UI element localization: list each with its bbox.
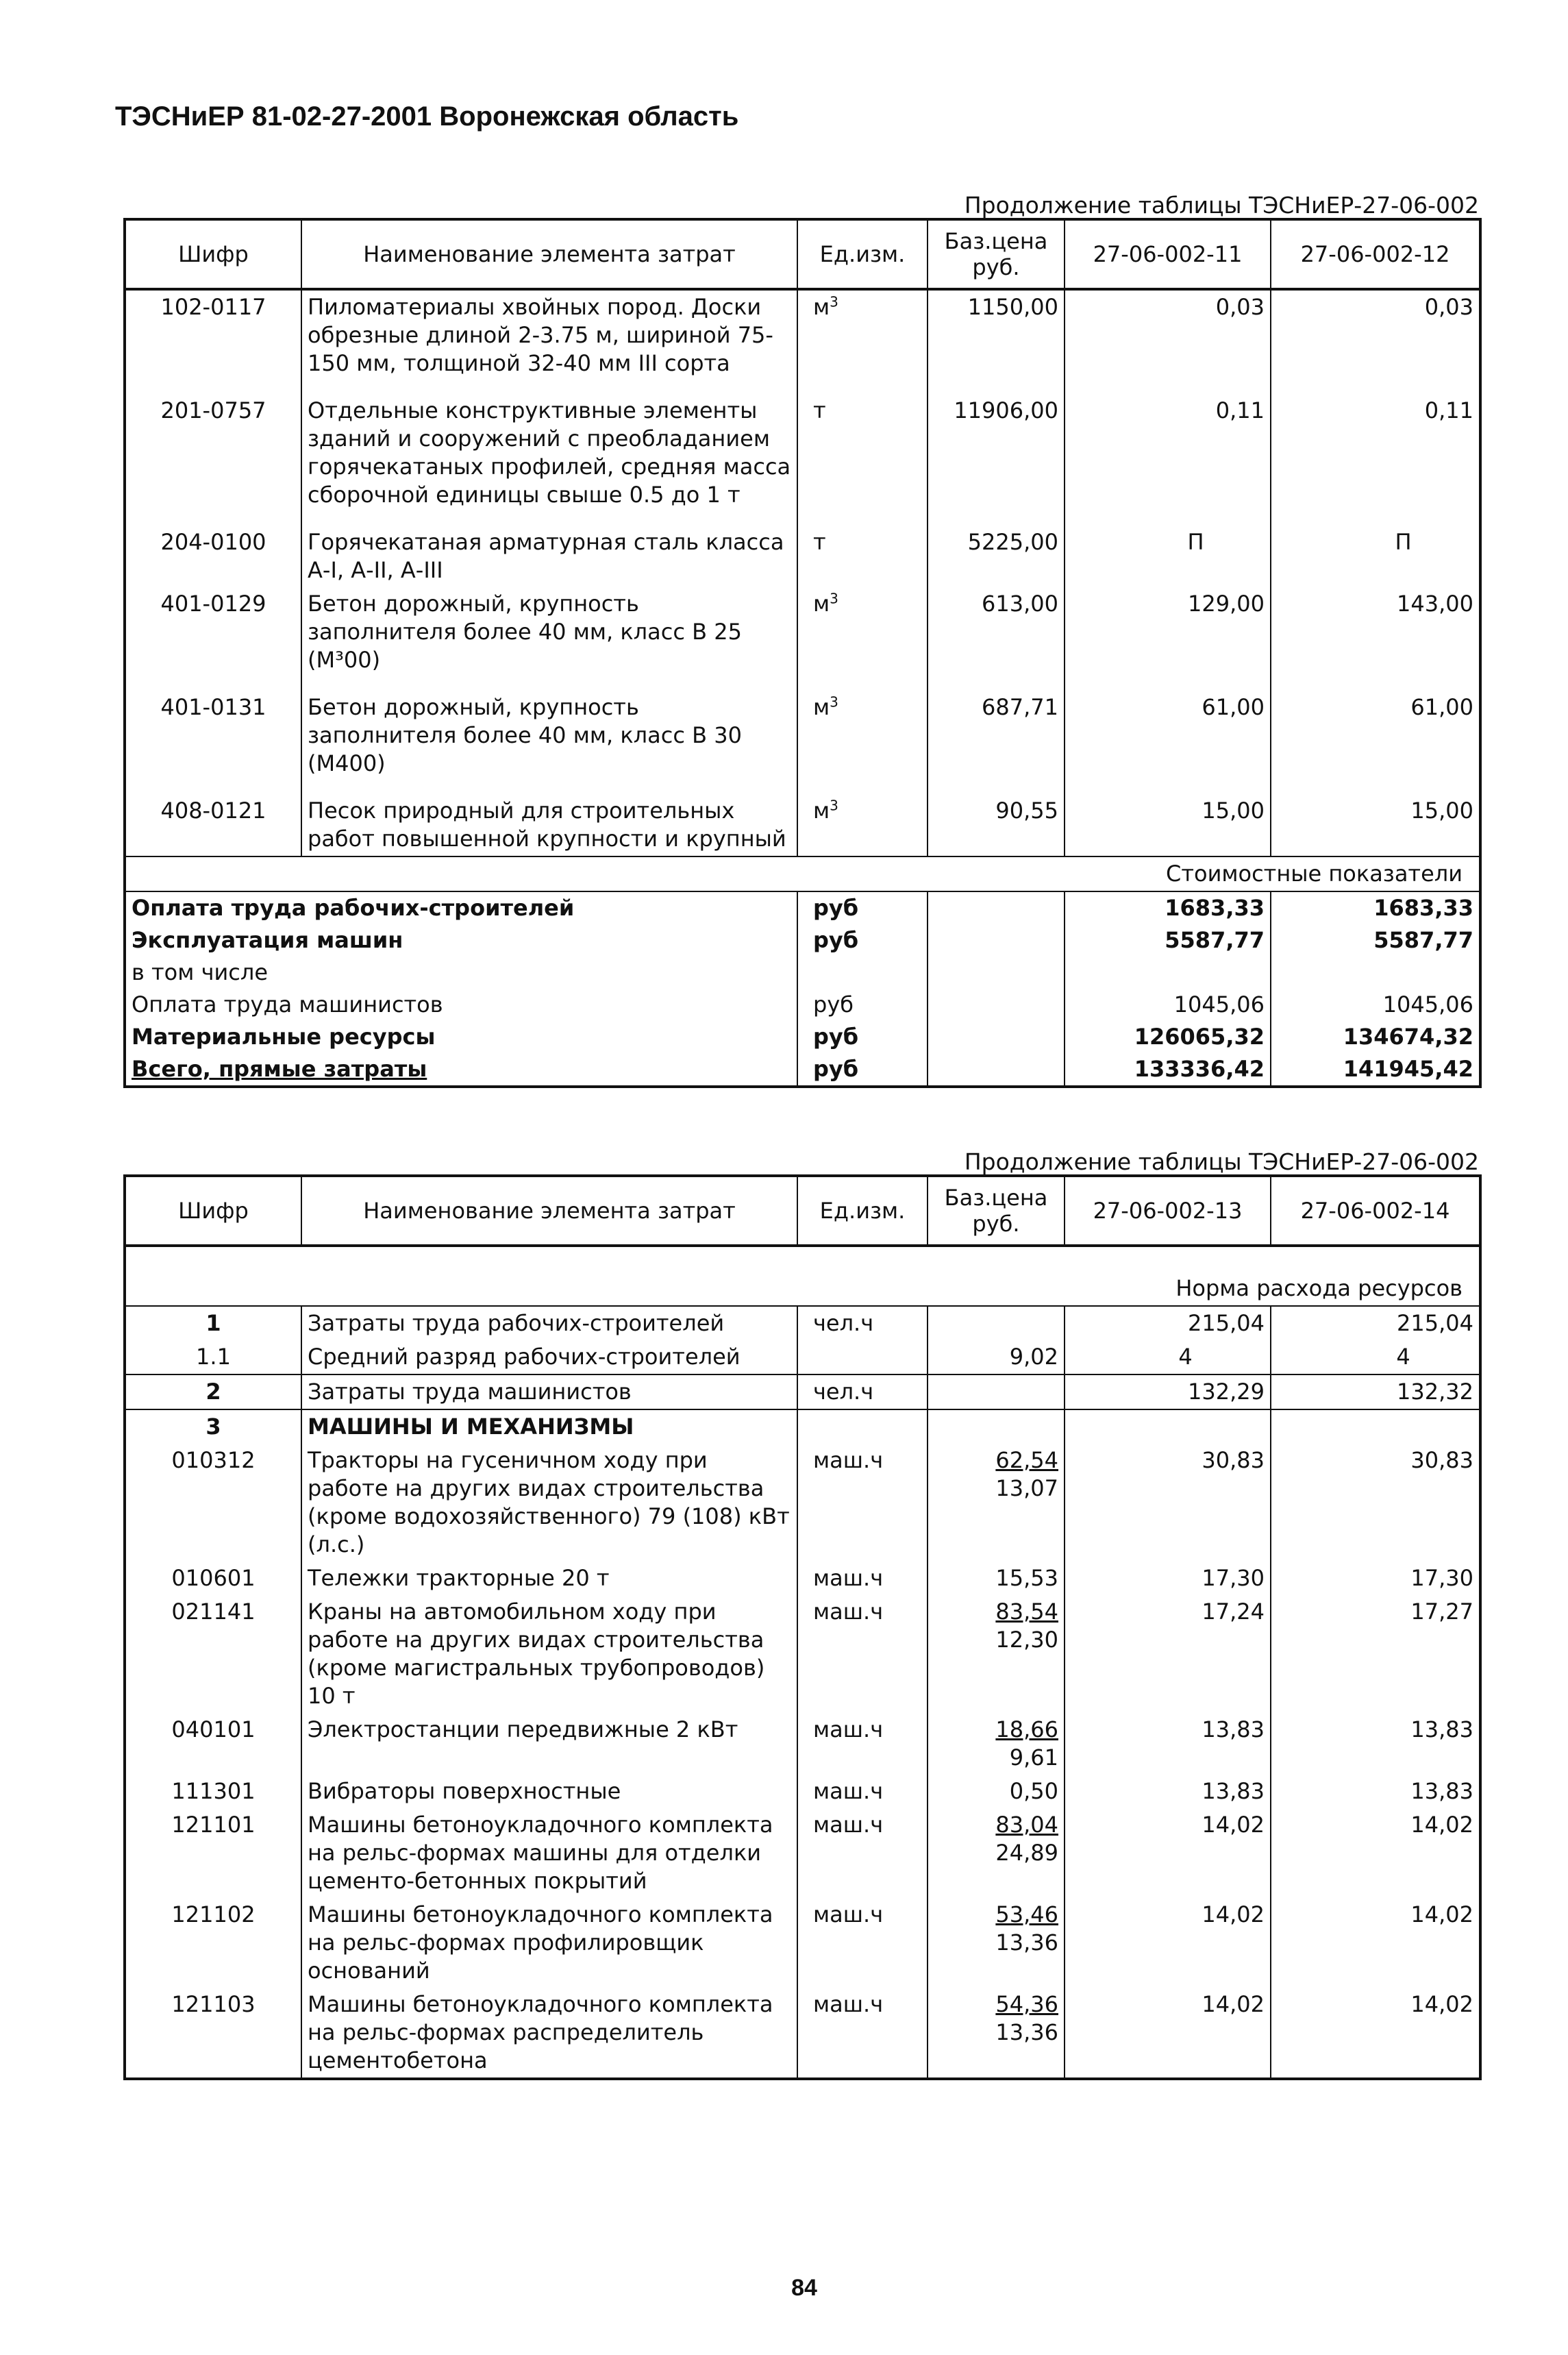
- row-code: 040101: [125, 1713, 301, 1775]
- row-code: 2: [125, 1374, 301, 1409]
- table-row: [125, 1808, 1480, 1898]
- cost-price-empty: [928, 924, 1065, 957]
- table-row: [125, 1713, 1480, 1775]
- page-header-title: ТЭСНиЕР 81-02-27-2001 Воронежская область: [115, 101, 739, 132]
- cost-value-1: 5587,77: [1065, 924, 1271, 957]
- table-row: [125, 1775, 1480, 1808]
- col-header-code: Шифр: [125, 1176, 301, 1246]
- row-unit: т: [797, 394, 928, 526]
- row-value-2: 61,00: [1271, 691, 1480, 794]
- row-value-1: 14,02: [1065, 1808, 1271, 1898]
- cost-value-1: 133336,42: [1065, 1053, 1271, 1087]
- cost-label: Оплата труда рабочих-строителей: [125, 891, 797, 924]
- row-unit: маш.ч: [797, 1444, 928, 1562]
- row-price: 11906,00: [928, 394, 1065, 526]
- row-price: 83,54 12,30: [928, 1595, 1065, 1713]
- row-code: 201-0757: [125, 394, 301, 526]
- row-value-2: 4: [1271, 1340, 1480, 1374]
- cost-label: Всего, прямые затраты: [125, 1053, 797, 1087]
- resource-table-2: [123, 1174, 1482, 2080]
- row-unit: $м^3$: [797, 587, 928, 691]
- row-unit: т: [797, 526, 928, 587]
- table-row: [125, 1374, 1480, 1409]
- cost-unit: руб: [797, 924, 928, 957]
- row-name: Горячекатаная арматурная сталь класса А-I, А-II, А-III: [301, 526, 797, 587]
- table-header-row: [125, 1176, 1480, 1246]
- row-price: 18,66 9,61: [928, 1713, 1065, 1775]
- row-value-2: 30,83: [1271, 1444, 1480, 1562]
- table-row: [125, 1595, 1480, 1713]
- table-row: [125, 691, 1480, 794]
- cost-price-empty: [928, 1053, 1065, 1087]
- row-value-2: 14,02: [1271, 1808, 1480, 1898]
- row-value-1: 30,83: [1065, 1444, 1271, 1562]
- cost-label: Материальные ресурсы: [125, 1021, 797, 1053]
- row-value-2: 13,83: [1271, 1713, 1480, 1775]
- row-unit: $м^3$: [797, 289, 928, 394]
- row-value-1: 0,11: [1065, 394, 1271, 526]
- row-value-2: 17,30: [1271, 1562, 1480, 1595]
- row-value-1: [1065, 1409, 1271, 1444]
- row-price: [928, 1409, 1065, 1444]
- row-name: Машины бетоноукладочного комплекта на рельс-формах профилировщик оснований: [301, 1898, 797, 1988]
- resource-table-1: [123, 218, 1482, 1088]
- row-name: Средний разряд рабочих-строителей: [301, 1340, 797, 1374]
- cost-unit: [797, 957, 928, 989]
- row-price: 15,53: [928, 1562, 1065, 1595]
- row-unit: [797, 1340, 928, 1374]
- row-code: 408-0121: [125, 794, 301, 856]
- cost-value-2: 5587,77: [1271, 924, 1480, 957]
- table-row: [125, 1444, 1480, 1562]
- col-header-unit: Ед.изм.: [797, 1176, 928, 1246]
- row-code: 010312: [125, 1444, 301, 1562]
- row-value-1: 0,03: [1065, 289, 1271, 394]
- row-code: 401-0129: [125, 587, 301, 691]
- cost-label: Оплата труда машинистов: [125, 989, 797, 1021]
- cost-row: [125, 924, 1480, 957]
- row-value-2: 13,83: [1271, 1775, 1480, 1808]
- row-code: 401-0131: [125, 691, 301, 794]
- cost-label: Эксплуатация машин: [125, 924, 797, 957]
- row-price: 53,46 13,36: [928, 1898, 1065, 1988]
- row-unit: $м^3$: [797, 691, 928, 794]
- row-price: 5225,00: [928, 526, 1065, 587]
- row-price: 90,55: [928, 794, 1065, 856]
- table-row: [125, 1409, 1480, 1444]
- section-row: [125, 856, 1480, 891]
- row-value-1: 129,00: [1065, 587, 1271, 691]
- table-header-row: [125, 219, 1480, 289]
- row-price: 0,50: [928, 1775, 1065, 1808]
- cost-value-2: 1045,06: [1271, 989, 1480, 1021]
- row-code: 1.1: [125, 1340, 301, 1374]
- row-name: Машины бетоноукладочного комплекта на рельс-формах распределитель цементобетона: [301, 1988, 797, 2079]
- row-price: 9,02: [928, 1340, 1065, 1374]
- row-value-2: 132,32: [1271, 1374, 1480, 1409]
- row-value-1: 14,02: [1065, 1898, 1271, 1988]
- cost-unit: руб: [797, 891, 928, 924]
- row-price: 613,00: [928, 587, 1065, 691]
- cost-row: [125, 1021, 1480, 1053]
- row-price: 83,04 24,89: [928, 1808, 1065, 1898]
- cost-value-2: 134674,32: [1271, 1021, 1480, 1053]
- row-price: [928, 1374, 1065, 1409]
- row-value-1: 13,83: [1065, 1775, 1271, 1808]
- row-code: 021141: [125, 1595, 301, 1713]
- row-value-2: 0,11: [1271, 394, 1480, 526]
- table-row: [125, 1306, 1480, 1340]
- col-header-name: Наименование элемента затрат: [301, 219, 797, 289]
- col-header-price: Баз.цена руб.: [928, 219, 1065, 289]
- row-name: МАШИНЫ И МЕХАНИЗМЫ: [301, 1409, 797, 1444]
- row-unit: маш.ч: [797, 1988, 928, 2079]
- table-row: [125, 289, 1480, 394]
- row-price: 62,54 13,07: [928, 1444, 1065, 1562]
- row-unit: маш.ч: [797, 1898, 928, 1988]
- row-code: 121101: [125, 1808, 301, 1898]
- table-row: [125, 1988, 1480, 2079]
- row-code: 204-0100: [125, 526, 301, 587]
- row-unit: маш.ч: [797, 1562, 928, 1595]
- row-name: Машины бетоноукладочного комплекта на рельс-формах машины для отделки цементо-бетонных покрытий: [301, 1808, 797, 1898]
- row-unit: чел.ч: [797, 1374, 928, 1409]
- table1-caption: Продолжение таблицы ТЭСНиЕР-27-06-002: [964, 192, 1479, 219]
- row-value-2: 14,02: [1271, 1898, 1480, 1988]
- row-value-1: 61,00: [1065, 691, 1271, 794]
- row-name: Пиломатериалы хвойных пород. Доски обрезные длиной 2-3.75 м, шириной 75-150 мм, толщиной 32-40 мм III сорта: [301, 289, 797, 394]
- cost-row: [125, 989, 1480, 1021]
- cost-row: [125, 1053, 1480, 1087]
- table-row: [125, 794, 1480, 856]
- cost-price-empty: [928, 1021, 1065, 1053]
- row-value-2: 17,27: [1271, 1595, 1480, 1713]
- row-value-2: П: [1271, 526, 1480, 587]
- row-value-2: 15,00: [1271, 794, 1480, 856]
- table-row: [125, 526, 1480, 587]
- row-value-1: 13,83: [1065, 1713, 1271, 1775]
- col-header-name: Наименование элемента затрат: [301, 1176, 797, 1246]
- cost-row: [125, 891, 1480, 924]
- row-name: Тракторы на гусеничном ходу при работе на других видах строительства (кроме водохозяйственного) 79 (108) кВт (л.с.): [301, 1444, 797, 1562]
- cost-value-2: [1271, 957, 1480, 989]
- section-row: [125, 1246, 1480, 1306]
- table2-caption: Продолжение таблицы ТЭСНиЕР-27-06-002: [964, 1148, 1479, 1175]
- row-price: 1150,00: [928, 289, 1065, 394]
- row-unit: маш.ч: [797, 1775, 928, 1808]
- row-name: Затраты труда машинистов: [301, 1374, 797, 1409]
- row-unit: маш.ч: [797, 1713, 928, 1775]
- row-code: 1: [125, 1306, 301, 1340]
- row-value-1: 15,00: [1065, 794, 1271, 856]
- table-row: [125, 1340, 1480, 1374]
- table-row: [125, 1562, 1480, 1595]
- page-number: 84: [791, 2275, 817, 2301]
- row-name: Затраты труда рабочих-строителей: [301, 1306, 797, 1340]
- row-name: Краны на автомобильном ходу при работе на других видах строительства (кроме магистральных трубопроводов) 10 т: [301, 1595, 797, 1713]
- row-unit: чел.ч: [797, 1306, 928, 1340]
- table-row: [125, 587, 1480, 691]
- cost-row: [125, 957, 1480, 989]
- row-code: 121103: [125, 1988, 301, 2079]
- cost-price-empty: [928, 891, 1065, 924]
- row-name: Вибраторы поверхностные: [301, 1775, 797, 1808]
- row-code: 010601: [125, 1562, 301, 1595]
- cost-unit: руб: [797, 1053, 928, 1087]
- row-unit: $м^3$: [797, 794, 928, 856]
- col-header-v2: 27-06-002-14: [1271, 1176, 1480, 1246]
- row-value-1: 4: [1065, 1340, 1271, 1374]
- cost-value-1: 1683,33: [1065, 891, 1271, 924]
- cost-label: в том числе: [125, 957, 797, 989]
- row-value-1: 132,29: [1065, 1374, 1271, 1409]
- cost-unit: руб: [797, 1021, 928, 1053]
- row-value-1: 215,04: [1065, 1306, 1271, 1340]
- row-name: Отдельные конструктивные элементы зданий и сооружений с преобладанием горячекатаных профилей, средняя масса сборочной единицы свыше 0.5 до 1 т: [301, 394, 797, 526]
- col-header-v2: 27-06-002-12: [1271, 219, 1480, 289]
- col-header-price: Баз.цена руб.: [928, 1176, 1065, 1246]
- row-value-1: П: [1065, 526, 1271, 587]
- row-name: Бетон дорожный, крупность заполнителя более 40 мм, класс В 30 (М400): [301, 691, 797, 794]
- row-value-1: 14,02: [1065, 1988, 1271, 2079]
- row-name: Электростанции передвижные 2 кВт: [301, 1713, 797, 1775]
- row-name: Бетон дорожный, крупность заполнителя более 40 мм, класс В 25 (М³00): [301, 587, 797, 691]
- cost-value-1: 1045,06: [1065, 989, 1271, 1021]
- row-value-2: 14,02: [1271, 1988, 1480, 2079]
- row-name: Тележки тракторные 20 т: [301, 1562, 797, 1595]
- section-title: Норма расхода ресурсов: [125, 1246, 1480, 1306]
- col-header-v1: 27-06-002-13: [1065, 1176, 1271, 1246]
- cost-value-1: [1065, 957, 1271, 989]
- row-price: [928, 1306, 1065, 1340]
- row-name: Песок природный для строительных работ повышенной крупности и крупный: [301, 794, 797, 856]
- row-value-2: 143,00: [1271, 587, 1480, 691]
- row-value-2: [1271, 1409, 1480, 1444]
- col-header-v1: 27-06-002-11: [1065, 219, 1271, 289]
- cost-value-2: 141945,42: [1271, 1053, 1480, 1087]
- cost-price-empty: [928, 989, 1065, 1021]
- row-price: 687,71: [928, 691, 1065, 794]
- section-title: Стоимостные показатели: [125, 856, 1480, 891]
- row-code: 102-0117: [125, 289, 301, 394]
- row-value-2: 215,04: [1271, 1306, 1480, 1340]
- row-unit: маш.ч: [797, 1595, 928, 1713]
- cost-value-1: 126065,32: [1065, 1021, 1271, 1053]
- row-unit: [797, 1409, 928, 1444]
- cost-price-empty: [928, 957, 1065, 989]
- cost-value-2: 1683,33: [1271, 891, 1480, 924]
- row-value-1: 17,24: [1065, 1595, 1271, 1713]
- table-row: [125, 394, 1480, 526]
- row-value-1: 17,30: [1065, 1562, 1271, 1595]
- cost-unit: руб: [797, 989, 928, 1021]
- row-unit: маш.ч: [797, 1808, 928, 1898]
- col-header-unit: Ед.изм.: [797, 219, 928, 289]
- row-value-2: 0,03: [1271, 289, 1480, 394]
- row-code: 121102: [125, 1898, 301, 1988]
- table-row: [125, 1898, 1480, 1988]
- col-header-code: Шифр: [125, 219, 301, 289]
- row-code: 3: [125, 1409, 301, 1444]
- row-code: 111301: [125, 1775, 301, 1808]
- row-price: 54,36 13,36: [928, 1988, 1065, 2079]
